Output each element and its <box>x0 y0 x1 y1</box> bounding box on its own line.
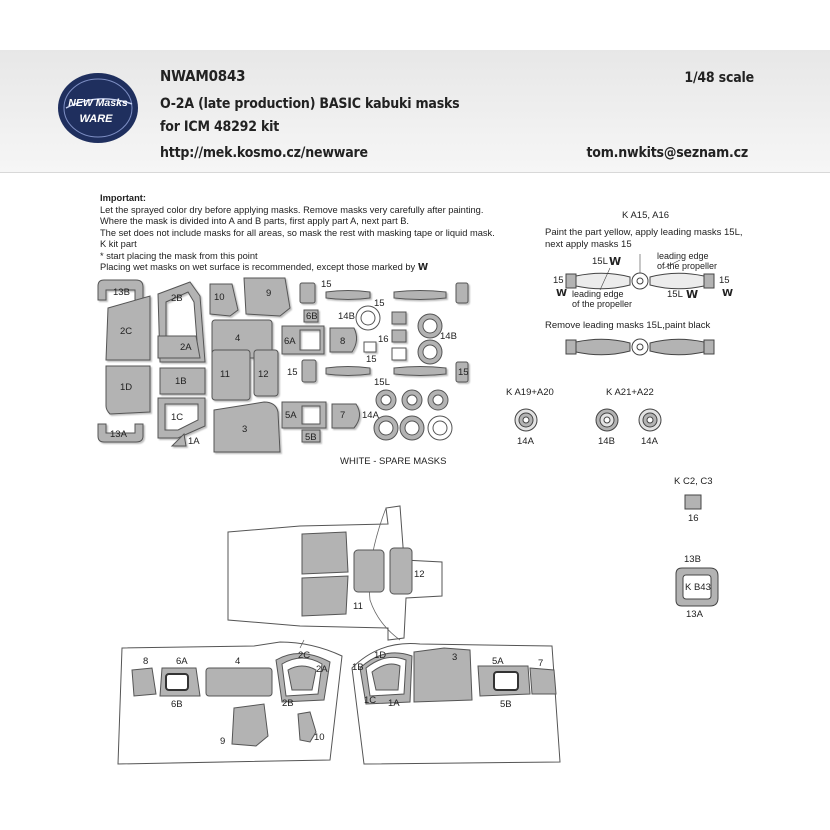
instruction-line: Let the sprayed color dry before applying masks. Remove masks very carefully after painting. <box>100 204 484 215</box>
part-c2c3 <box>674 476 713 524</box>
prop-15l-bottom: 15L <box>667 289 683 300</box>
propeller-section <box>545 210 743 355</box>
right-lbl-7: 7 <box>538 658 544 669</box>
logo-text-top: NEW Masks <box>68 97 128 109</box>
side-view-left <box>118 640 342 764</box>
mask-16-1 <box>392 312 406 324</box>
lbl-5b: 5B <box>305 432 317 443</box>
scale-label: 1/48 scale <box>684 70 754 86</box>
lbl-15-b: 15 <box>366 354 377 365</box>
mask-15a <box>300 283 315 303</box>
prop-note-1: Paint the part yellow, apply leading masks 15L, <box>545 227 743 238</box>
mask-2a <box>158 336 200 358</box>
no-wet-icon: 𝗪 <box>609 256 622 268</box>
left-lbl-6a: 6A <box>176 656 188 667</box>
lbl-14b-a: 14B <box>338 311 355 322</box>
wheels-g2-label1: 14B <box>598 436 615 447</box>
lbl-8: 8 <box>340 336 346 347</box>
instruction-line: The set does not include masks for all areas, so mask the rest with masking tape or liquid mask. <box>100 227 495 238</box>
prop-edge-right-2: of the propeller <box>657 261 718 271</box>
lbl-6b: 6B <box>306 311 318 322</box>
mask-11 <box>212 350 250 400</box>
product-title: O-2A (late production) BASIC kabuki masks <box>160 96 460 112</box>
instruction-line: Placing wet masks on wet surface is recommended, except those marked by <box>100 262 416 272</box>
lbl-2b: 2B <box>171 293 183 304</box>
left-lbl-9: 9 <box>220 736 226 747</box>
right-lbl-1b: 1B <box>352 662 364 673</box>
kit-reference: for ICM 48292 kit <box>160 119 280 135</box>
lbl-3: 3 <box>242 424 248 435</box>
lbl-14b-b: 14B <box>440 331 457 342</box>
lbl-16: 16 <box>378 334 389 345</box>
lbl-1d: 1D <box>120 382 133 393</box>
lbl-4: 4 <box>235 333 241 344</box>
lbl-15-a: 15 <box>321 279 332 290</box>
lbl-13a: 13A <box>110 429 127 440</box>
lbl-7: 7 <box>340 410 346 421</box>
part-b43 <box>676 554 718 620</box>
prop-remove-note: Remove leading masks 15L,paint black <box>545 320 711 331</box>
wheels-g1-label: 14A <box>517 436 534 447</box>
no-wet-icon: 𝗪 <box>556 288 568 299</box>
mask-15l-1 <box>326 291 370 300</box>
fuselage-label-11: 11 <box>353 601 363 612</box>
right-lbl-5b: 5B <box>500 699 512 710</box>
lbl-10: 10 <box>214 292 225 303</box>
wheels-section <box>506 387 661 447</box>
left-lbl-8: 8 <box>143 656 149 667</box>
lbl-15-c: 15 <box>287 367 298 378</box>
right-lbl-1c: 1C <box>364 695 377 706</box>
no-wet-icon: 𝗪 <box>417 262 429 272</box>
lbl-6a: 6A <box>284 336 296 347</box>
b43-top: 13B <box>684 554 701 565</box>
wheels-g1-title: K A19+A20 <box>506 387 554 398</box>
logo <box>58 73 138 143</box>
mask-16-3 <box>392 348 406 360</box>
lbl-1a: 1A <box>188 436 200 447</box>
lbl-13b: 13B <box>113 287 130 298</box>
wheels-g2-label2: 14A <box>641 436 658 447</box>
prop-edge-left-2: of the propeller <box>572 299 633 309</box>
b43-center: K B43 <box>685 582 711 593</box>
mask-7 <box>332 404 360 428</box>
instruction-line: Where the mask is divided into A and B parts, first apply part A, next part B. <box>100 216 410 226</box>
left-lbl-2b: 2B <box>282 698 294 709</box>
lbl-1c: 1C <box>171 412 184 423</box>
mask-15l-2 <box>394 291 446 300</box>
instruction-line: * start placing the mask from this point <box>100 250 258 261</box>
lbl-14a: 14A <box>362 410 379 421</box>
wheels-g2-title: K A21+A22 <box>606 387 654 398</box>
mask-15l-3 <box>326 367 370 376</box>
fuselage-label-12: 12 <box>414 569 425 580</box>
prop-15-right: 15 <box>719 275 730 286</box>
no-wet-icon: 𝗪 <box>686 289 699 301</box>
lbl-2a: 2A <box>180 342 192 353</box>
lbl-15-d: 15 <box>458 367 469 378</box>
left-lbl-2a: 2A <box>316 664 328 675</box>
c2c3-title: K C2, C3 <box>674 476 713 487</box>
left-lbl-4: 4 <box>235 656 241 667</box>
right-lbl-3: 3 <box>452 652 458 663</box>
fuselage-top <box>228 506 442 640</box>
lbl-15l-b: 15L <box>374 377 390 388</box>
left-lbl-10: 10 <box>314 732 325 743</box>
lbl-1b: 1B <box>175 376 187 387</box>
b43-bottom: 13A <box>686 609 703 620</box>
right-lbl-5a: 5A <box>492 656 504 667</box>
instructions-heading: Important: <box>100 193 146 203</box>
instruction-line: K kit part <box>100 239 137 249</box>
prop-15-left: 15 <box>553 275 564 286</box>
c2c3-label: 16 <box>688 513 699 524</box>
mask-15b <box>456 283 468 303</box>
email-link[interactable]: tom.nwkits@seznam.cz <box>586 145 748 161</box>
prop-edge-left-1: leading edge <box>572 289 624 299</box>
left-lbl-6b: 6B <box>171 699 183 710</box>
instructions-block <box>100 193 495 274</box>
spare-masks-title: WHITE - SPARE MASKS <box>340 456 447 467</box>
lbl-5a: 5A <box>285 410 297 421</box>
lbl-9: 9 <box>266 288 272 299</box>
lbl-11: 11 <box>220 369 230 380</box>
lbl-2c: 2C <box>120 326 133 337</box>
right-lbl-1a: 1A <box>388 698 400 709</box>
left-lbl-2c: 2C <box>298 650 311 661</box>
mask-15l-4 <box>394 367 446 376</box>
prop-15l-top: 15L <box>592 256 608 267</box>
no-wet-icon: 𝗪 <box>722 288 734 299</box>
lbl-15l-a: 15 <box>374 298 385 309</box>
website-link[interactable]: http://mek.kosmo.cz/newware <box>160 145 368 161</box>
side-view-right <box>352 644 560 765</box>
right-lbl-1d: 1D <box>374 650 387 661</box>
product-code: NWAM0843 <box>160 67 246 85</box>
mask-16-2 <box>392 330 406 342</box>
prop-title: K A15, A16 <box>622 210 670 221</box>
mask-15c <box>302 360 316 382</box>
mask-16-4 <box>364 342 376 352</box>
prop-note-2: next apply masks 15 <box>545 239 632 250</box>
logo-text-bottom: WARE <box>79 113 113 125</box>
lbl-12: 12 <box>258 369 269 380</box>
prop-edge-right-1: leading edge <box>657 251 709 261</box>
